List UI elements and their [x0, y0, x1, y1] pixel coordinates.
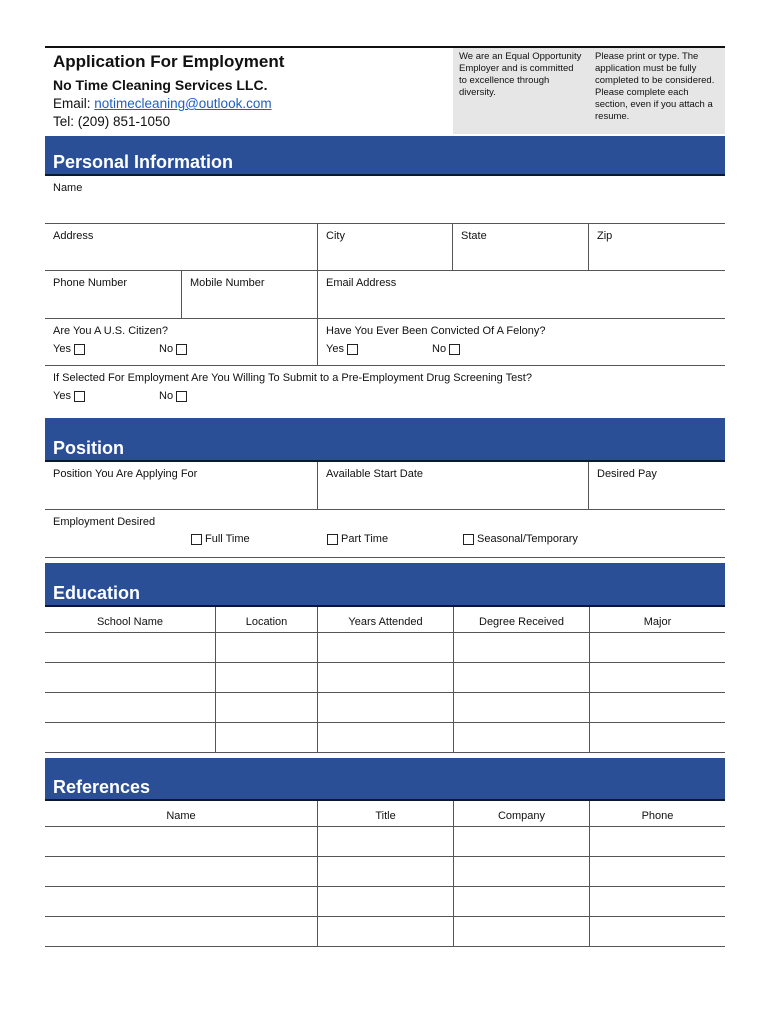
references-heading	[45, 758, 725, 801]
company-phone: Tel: (209) 851-1050	[53, 114, 171, 129]
employment-desired-row	[45, 510, 725, 558]
table-cell[interactable]	[453, 827, 589, 856]
table-cell[interactable]	[45, 827, 317, 856]
company-email	[53, 95, 284, 113]
address-row	[45, 224, 725, 271]
no-label: No	[432, 343, 447, 355]
column-company: Company	[453, 801, 589, 826]
yes-label: Yes	[53, 343, 71, 355]
table-cell[interactable]	[589, 723, 725, 752]
drug-test-question-label: If Selected For Employment Are You Willing To Submit to a Pre-Employment Drug Screening Test?	[53, 372, 532, 384]
zip-field[interactable]	[588, 224, 725, 270]
table-cell[interactable]	[317, 887, 453, 916]
address-label: Address	[53, 230, 94, 242]
table-cell[interactable]	[317, 633, 453, 662]
email-address-field[interactable]	[317, 271, 725, 318]
references-table-header	[45, 801, 725, 827]
felony-yes-option[interactable]	[326, 343, 432, 355]
name-row	[45, 176, 725, 224]
table-cell[interactable]	[45, 663, 215, 692]
table-row	[45, 857, 725, 887]
table-cell[interactable]	[589, 693, 725, 722]
section-title: Education	[53, 583, 141, 603]
table-cell[interactable]	[453, 917, 589, 946]
instructions-note: Please print or type. The application must be fully completed to be considered. Please complete each section, even if you attach a resume.	[589, 48, 725, 134]
felony-question-label: Have You Ever Been Convicted Of A Felony?	[326, 325, 546, 337]
drug-test-no-option[interactable]	[159, 390, 190, 402]
table-cell[interactable]	[317, 663, 453, 692]
section-title: Position	[53, 438, 124, 458]
table-cell[interactable]	[453, 723, 589, 752]
table-row	[45, 693, 725, 723]
table-cell[interactable]	[45, 693, 215, 722]
seasonal-label: Seasonal/Temporary	[477, 533, 578, 545]
email-link[interactable]: notimecleaning@outlook.com	[94, 96, 272, 111]
address-field[interactable]	[45, 224, 317, 270]
part-time-option[interactable]	[324, 533, 388, 545]
start-date-field[interactable]	[317, 462, 588, 509]
email-label: Email:	[53, 96, 91, 111]
felony-question	[317, 319, 725, 365]
employment-type-options	[53, 533, 717, 549]
section-title: Personal Information	[53, 152, 234, 172]
table-cell[interactable]	[215, 693, 317, 722]
column-major: Major	[589, 607, 725, 632]
table-cell[interactable]	[317, 693, 453, 722]
table-cell[interactable]	[589, 633, 725, 662]
table-cell[interactable]	[453, 857, 589, 886]
education-heading	[45, 563, 725, 607]
mobile-label: Mobile Number	[190, 277, 265, 289]
phone-label: Phone Number	[53, 277, 127, 289]
column-years-attended: Years Attended	[317, 607, 453, 632]
state-field[interactable]	[452, 224, 588, 270]
table-cell[interactable]	[215, 633, 317, 662]
checkbox-icon[interactable]	[191, 534, 202, 545]
eeo-note: We are an Equal Opportunity Employer and is committed to excellence through diversity.	[453, 48, 589, 134]
yes-label: Yes	[53, 390, 71, 402]
employment-desired-label: Employment Desired	[53, 516, 156, 528]
checkbox-icon[interactable]	[327, 534, 338, 545]
email-address-label: Email Address	[326, 277, 397, 289]
table-cell[interactable]	[45, 917, 317, 946]
checkbox-icon[interactable]	[463, 534, 474, 545]
no-label: No	[159, 390, 174, 402]
section-title: References	[53, 777, 151, 797]
table-cell[interactable]	[317, 857, 453, 886]
citizen-options	[53, 343, 309, 355]
table-row	[45, 663, 725, 693]
start-date-label: Available Start Date	[326, 468, 424, 480]
table-cell[interactable]	[317, 723, 453, 752]
city-label: City	[326, 230, 345, 242]
form-title: Application For Employment	[53, 52, 285, 71]
position-row	[45, 462, 725, 510]
desired-pay-label: Desired Pay	[597, 468, 657, 480]
column-school-name: School Name	[96, 616, 164, 628]
table-cell[interactable]	[45, 723, 215, 752]
yes-label: Yes	[326, 343, 344, 355]
education-table-header	[45, 607, 725, 633]
seasonal-option[interactable]	[460, 533, 578, 545]
table-cell[interactable]	[589, 663, 725, 692]
table-cell[interactable]	[589, 827, 725, 856]
checkbox-icon[interactable]	[347, 344, 358, 355]
citizen-question-label: Are You A U.S. Citizen?	[53, 325, 168, 337]
table-cell[interactable]	[317, 827, 453, 856]
table-cell[interactable]	[589, 857, 725, 886]
full-time-label: Full Time	[205, 533, 250, 545]
table-cell[interactable]	[45, 633, 215, 662]
column-location: Location	[215, 607, 317, 632]
table-cell[interactable]	[45, 857, 317, 886]
drug-test-row	[45, 366, 725, 418]
table-cell[interactable]	[453, 663, 589, 692]
table-row	[45, 723, 725, 753]
no-label: No	[159, 343, 174, 355]
table-cell[interactable]	[453, 693, 589, 722]
table-row	[45, 827, 725, 857]
table-row	[45, 917, 725, 947]
column-phone: Phone	[589, 801, 725, 826]
checkbox-icon[interactable]	[74, 391, 85, 402]
position-applying-field[interactable]	[45, 462, 317, 509]
part-time-label: Part Time	[341, 533, 389, 545]
table-cell[interactable]	[215, 723, 317, 752]
city-field[interactable]	[317, 224, 452, 270]
column-degree-received: Degree Received	[453, 607, 589, 632]
checkbox-icon[interactable]	[74, 344, 85, 355]
felony-no-option[interactable]	[432, 343, 463, 355]
table-cell[interactable]	[317, 917, 453, 946]
table-cell[interactable]	[589, 917, 725, 946]
position-applying-label: Position You Are Applying For	[53, 468, 198, 480]
felony-options	[326, 343, 717, 355]
table-cell[interactable]	[45, 887, 317, 916]
citizen-no-option[interactable]	[159, 343, 190, 355]
mobile-number-field[interactable]	[181, 271, 317, 318]
drug-test-question	[45, 366, 725, 418]
column-name: Name	[166, 810, 196, 822]
table-cell[interactable]	[589, 887, 725, 916]
table-row	[45, 633, 725, 663]
phone-row	[45, 271, 725, 319]
employment-desired-field	[45, 510, 725, 557]
full-time-option[interactable]	[188, 533, 250, 545]
drug-test-yes-option[interactable]	[53, 390, 159, 402]
state-label: State	[461, 230, 487, 242]
citizen-felony-row	[45, 319, 725, 366]
checkbox-icon[interactable]	[449, 344, 460, 355]
personal-information-heading	[45, 136, 725, 176]
name-label: Name	[53, 182, 83, 194]
citizen-yes-option[interactable]	[53, 343, 159, 355]
checkbox-icon[interactable]	[176, 344, 187, 355]
citizen-question	[45, 319, 317, 365]
phone-number-field[interactable]	[45, 271, 181, 318]
table-cell[interactable]	[453, 887, 589, 916]
zip-label: Zip	[597, 230, 613, 242]
table-row	[45, 887, 725, 917]
desired-pay-field[interactable]	[588, 462, 725, 509]
company-name: No Time Cleaning Services LLC.	[53, 77, 268, 93]
form-header	[45, 46, 725, 136]
column-title: Title	[317, 801, 453, 826]
table-cell[interactable]	[453, 633, 589, 662]
table-cell[interactable]	[215, 663, 317, 692]
header-info	[53, 51, 284, 131]
drug-test-options	[53, 390, 717, 402]
employment-application-form	[45, 46, 725, 947]
checkbox-icon[interactable]	[176, 391, 187, 402]
position-heading	[45, 418, 725, 462]
name-field[interactable]	[45, 176, 725, 223]
